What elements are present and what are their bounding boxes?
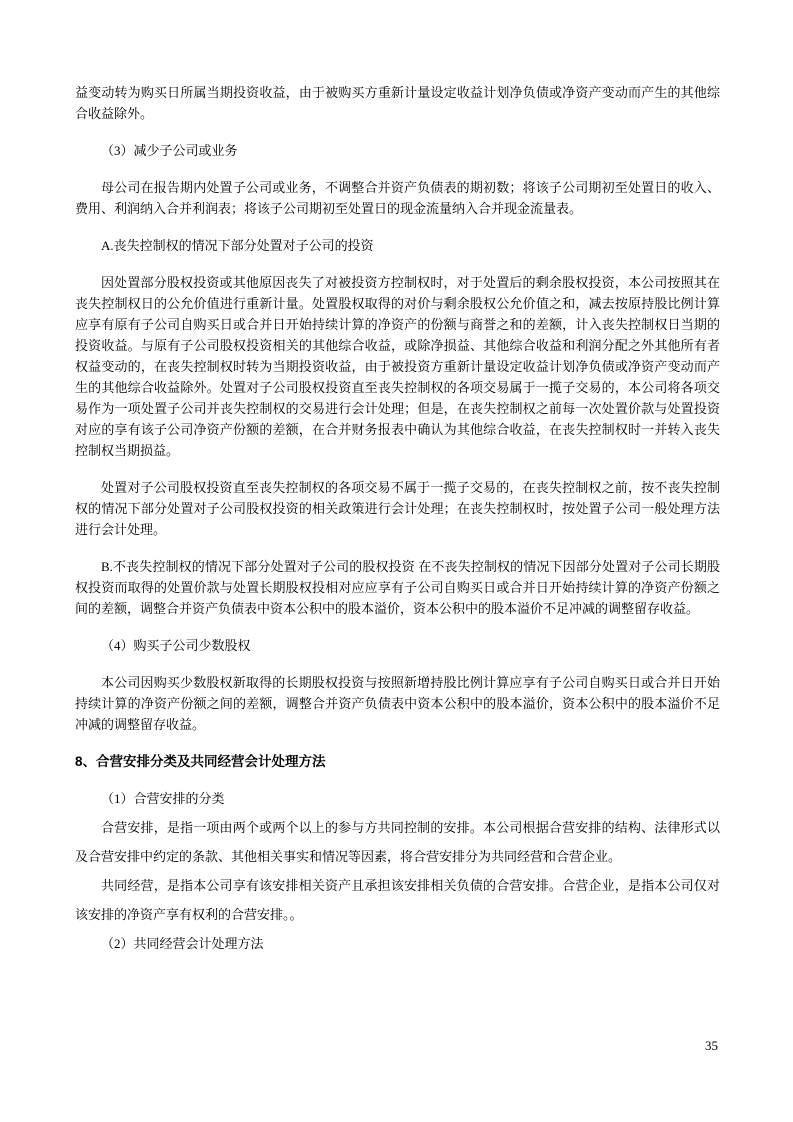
- paragraph: 母公司在报告期内处置子公司或业务，不调整合并资产负债表的期初数；将该子公司期初至处置日的收入、费用、利润纳入合并利润表；将该子公司期初至处置日的现金流量纳入合并现金流量表。: [75, 180, 720, 216]
- subsection-heading-3: （3）减少子公司或业务: [101, 143, 238, 158]
- paragraph-b: B.不丧失控制权的情况下部分处置对子公司的股权投资 在不丧失控制权的情况下因部分处置对子公司长期股权投资而取得的处置价款与处置长期股权投相对应应享有子公司自购买日或合并日开始持续计算的净资产份额之间的差额，调整合并资产负债表中资本公积中的股本溢价，资本公积中的股本溢价不足冲减的调整留存收益。: [75, 559, 720, 616]
- page-number: 35: [705, 1038, 718, 1053]
- subsection-heading-2: （2）共同经营会计处理方法: [101, 936, 264, 951]
- section-heading-8: 8、合营安排分类及共同经营会计处理方法: [75, 754, 326, 769]
- paragraph-continuation: 益变动转为购买日所属当期投资收益，由于被购买方重新计量设定收益计划净负债或净资产变动而产生的其他综合收益除外。: [75, 85, 720, 121]
- paragraph: 本公司因购买少数股权新取得的长期股权投资与按照新增持股比例计算应享有子公司自购买日或合并日开始持续计算的净资产份额之间的差额，调整合并资产负债表中资本公积中的股本溢价，资本公积中的股本溢价不足冲减的调整留存收益。: [75, 675, 720, 732]
- paragraph: 共同经营，是指本公司享有该安排相关资产且承担该安排相关负债的合营安排。合营企业，是指本公司仅对该安排的净资产享有权利的合营安排。。: [75, 878, 720, 922]
- document-content: [75, 82, 720, 958]
- paragraph: 处置对子公司股权投资直至丧失控制权的各项交易不属于一揽子交易的，在丧失控制权之前，按不丧失控制权的情况下部分处置对子公司股权投资的相关政策进行会计处理；在丧失控制权时，按处置子公司一般处理方法进行会计处理。: [75, 480, 720, 537]
- paragraph: 因处置部分股权投资或其他原因丧失了对被投资方控制权时，对于处置后的剩余股权投资，本公司按照其在丧失控制权日的公允价值进行重新计量。处置股权取得的对价与剩余股权公允价值之和，减去按原持股比例计算应享有原有子公司自购买日或合并日开始持续计算的净资产的份额与商誉之和的差额，计入丧失控制权日当期的投资收益。与原有子公司股权投资相关的其他综合收益，或除净损益、其他综合收益和利润分配之外其他所有者权益变动的，在丧失控制权时转为当期投资收益，由于被投资方重新计量设定收益计划净负债或净资产变动而产生的其他综合收益除外。处置对子公司股权投资直至丧失控制权的各项交易属于一揽子交易的，本公司将各项交易作为一项处置子公司并丧失控制权的交易进行会计处理；但是，在丧失控制权之前每一次处置价款与处置投资对应的享有该子公司净资产份额的差额，在合并财务报表中确认为其他综合收益，在丧失控制权时一并转入丧失控制权当期损益。: [75, 275, 720, 458]
- subsection-heading-1: （1）合营安排的分类: [101, 791, 225, 806]
- paragraph: 合营安排，是指一项由两个或两个以上的参与方共同控制的安排。本公司根据合营安排的结构、法律形式以及合营安排中约定的条款、其他相关事实和情况等因素，将合营安排分为共同经营和合营企业。: [75, 820, 720, 864]
- subsection-heading-a: A.丧失控制权的情况下部分处置对子公司的投资: [101, 238, 374, 253]
- subsection-heading-4: （4）购买子公司少数股权: [101, 638, 251, 653]
